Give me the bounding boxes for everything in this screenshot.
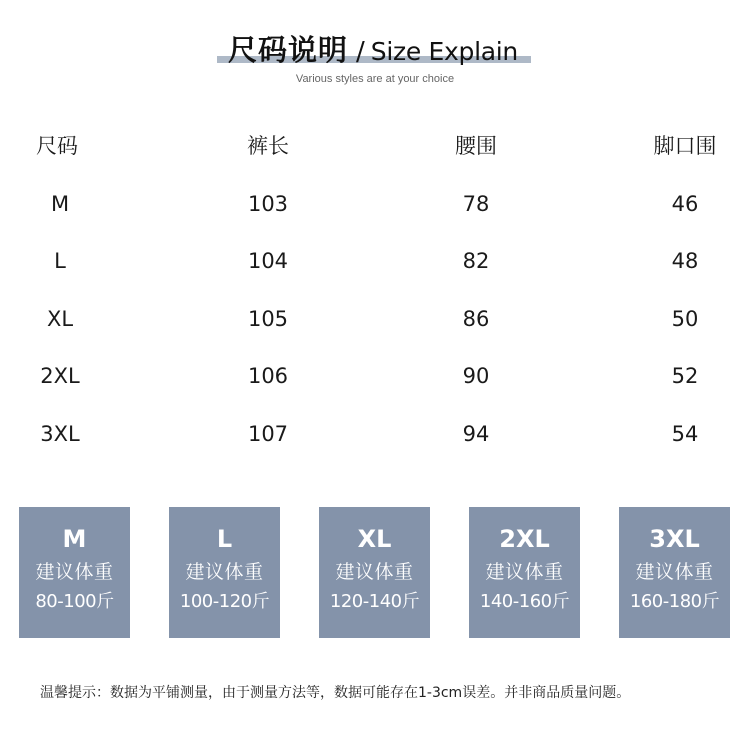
- page-header: [0, 26, 750, 96]
- hem-cell: 54: [671, 421, 699, 446]
- table-row: [0, 291, 750, 349]
- table-row: [0, 176, 750, 234]
- size-table: [0, 118, 750, 463]
- table-header-row: [0, 118, 750, 176]
- card-weight-range: 120-140斤: [329, 591, 420, 612]
- table-row: [0, 406, 750, 464]
- card-label: 建议体重: [35, 561, 114, 583]
- column-header-hem: 脚口围: [653, 134, 717, 158]
- size-cell: L: [54, 249, 66, 273]
- page-subtitle: Various styles are at your choice: [295, 73, 455, 85]
- size-cell: M: [50, 191, 70, 216]
- card-weight-range: 100-120斤: [179, 591, 270, 612]
- card-label: 建议体重: [635, 561, 714, 583]
- length-cell: 105: [247, 306, 289, 331]
- waist-cell: 90: [462, 364, 490, 388]
- column-header-size: 尺码: [36, 134, 78, 158]
- waist-cell: 86: [462, 306, 490, 331]
- title-english: Size Explain: [370, 37, 518, 66]
- weight-card: [469, 507, 580, 638]
- card-weight-range: 140-160斤: [479, 591, 570, 612]
- card-label: 建议体重: [185, 561, 264, 583]
- hem-cell: 48: [671, 249, 699, 273]
- waist-cell: 78: [462, 191, 490, 216]
- size-cell: XL: [46, 306, 74, 331]
- weight-card: [319, 507, 430, 638]
- hem-cell: 50: [671, 306, 699, 331]
- table-row: [0, 233, 750, 291]
- card-size: L: [216, 525, 233, 553]
- title-chinese: 尺码说明: [228, 33, 349, 67]
- table-row: [0, 348, 750, 406]
- weight-card: [619, 507, 730, 638]
- column-header-waist: 腰围: [455, 134, 497, 158]
- column-header-length: 裤长: [247, 134, 289, 158]
- card-size: 3XL: [649, 525, 700, 553]
- page-title: [228, 28, 518, 69]
- size-cell: 3XL: [40, 421, 80, 446]
- length-cell: 107: [247, 421, 289, 446]
- card-label: 建议体重: [335, 561, 414, 583]
- weight-card: [19, 507, 130, 638]
- waist-cell: 94: [462, 421, 490, 446]
- card-label: 建议体重: [485, 561, 564, 583]
- title-separator: /: [356, 37, 365, 67]
- length-cell: 103: [247, 191, 289, 216]
- size-cell: 2XL: [40, 364, 80, 388]
- hem-cell: 52: [671, 364, 699, 388]
- waist-cell: 82: [462, 249, 490, 273]
- card-size: XL: [357, 525, 392, 553]
- length-cell: 104: [247, 249, 289, 273]
- weight-cards: [0, 507, 750, 638]
- weight-card: [169, 507, 280, 638]
- length-cell: 106: [247, 364, 289, 388]
- measurement-note: 温馨提示：数据为平铺测量，由于测量方法等，数据可能存在1-3cm误差。并非商品质量问题。: [40, 685, 631, 701]
- hem-cell: 46: [671, 191, 699, 216]
- card-size: M: [62, 525, 87, 553]
- card-weight-range: 160-180斤: [629, 591, 720, 612]
- card-size: 2XL: [499, 525, 550, 553]
- card-weight-range: 80-100斤: [35, 591, 114, 612]
